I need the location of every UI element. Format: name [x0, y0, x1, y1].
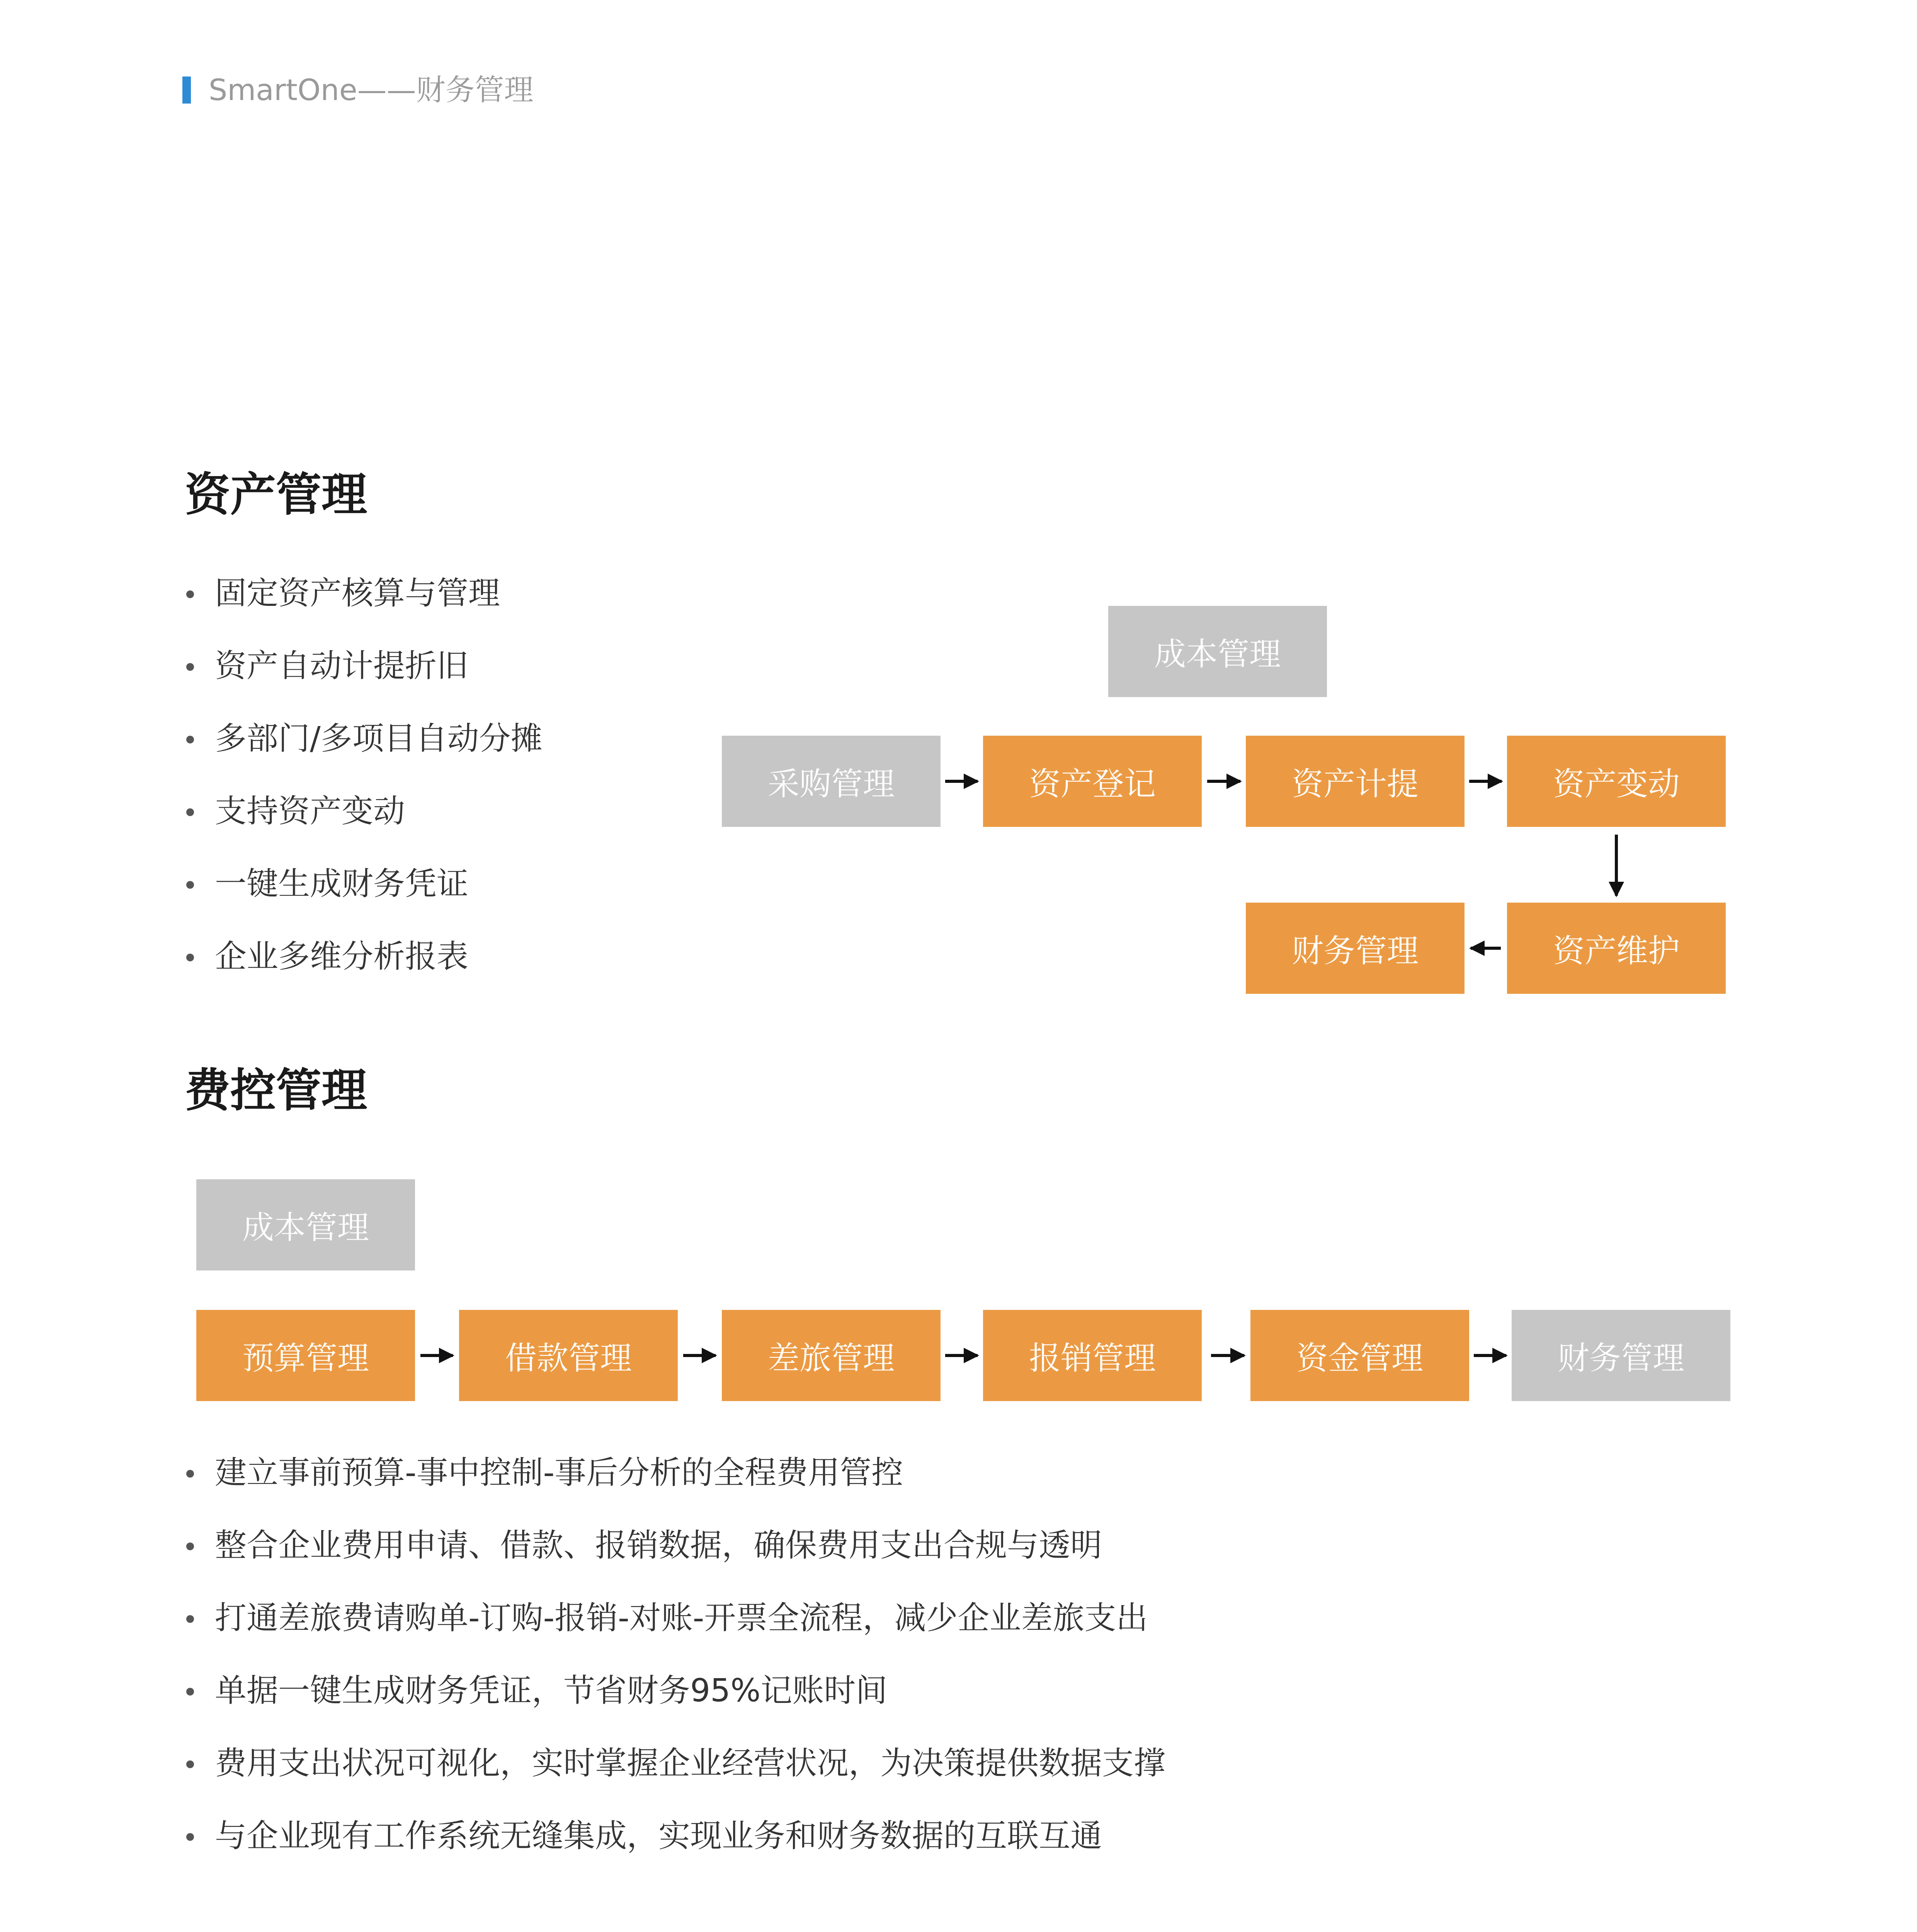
asset-bullet-list: [184, 574, 543, 976]
header-accent-bar: [182, 77, 191, 104]
asset-bullet: 多部门/多项目自动分摊: [184, 719, 543, 758]
expense-flow-budget: 预算管理: [196, 1310, 415, 1401]
asset-flow-register: 资产登记: [983, 736, 1202, 827]
asset-bullet: 一键生成财务凭证: [184, 865, 543, 903]
asset-bullet: 固定资产核算与管理: [184, 574, 543, 613]
header-title: SmartOne——财务管理: [209, 73, 534, 107]
expense-bullet-list: [184, 1454, 1165, 1855]
expense-bullet: 整合企业费用申请、借款、报销数据，确保费用支出合规与透明: [184, 1526, 1165, 1565]
expense-flow-travel: 差旅管理: [722, 1310, 941, 1401]
asset-bullet: 支持资产变动: [184, 792, 543, 831]
asset-flow-accrue: 资产计提: [1246, 736, 1465, 827]
expense-bullet: 与企业现有工作系统无缝集成，实现业务和财务数据的互联互通: [184, 1817, 1165, 1855]
expense-flow-loan: 借款管理: [459, 1310, 678, 1401]
expense-bullet: 打通差旅费请购单-订购-报销-对账-开票全流程，减少企业差旅支出: [184, 1599, 1165, 1638]
asset-bullet: 企业多维分析报表: [184, 937, 543, 976]
asset-flow-cost-mgmt: 成本管理: [1108, 606, 1327, 697]
asset-flow-maintain: 资产维护: [1507, 903, 1726, 994]
expense-bullet: 建立事前预算-事中控制-事后分析的全程费用管控: [184, 1454, 1165, 1492]
asset-flow-change: 资产变动: [1507, 736, 1726, 827]
section-title-expense: 费控管理: [185, 1064, 367, 1117]
expense-flow-reimburse: 报销管理: [983, 1310, 1202, 1401]
expense-flow-funds: 资金管理: [1250, 1310, 1469, 1401]
section-title-asset: 资产管理: [185, 468, 367, 521]
expense-flow-cost-mgmt: 成本管理: [196, 1179, 415, 1270]
expense-bullet: 单据一键生成财务凭证，节省财务95%记账时间: [184, 1672, 1165, 1710]
expense-flow-finance: 财务管理: [1512, 1310, 1730, 1401]
expense-bullet: 费用支出状况可视化，实时掌握企业经营状况，为决策提供数据支撑: [184, 1744, 1165, 1783]
asset-flow-finance: 财务管理: [1246, 903, 1465, 994]
asset-flow-purchase: 采购管理: [722, 736, 941, 827]
asset-bullet: 资产自动计提折旧: [184, 647, 543, 685]
